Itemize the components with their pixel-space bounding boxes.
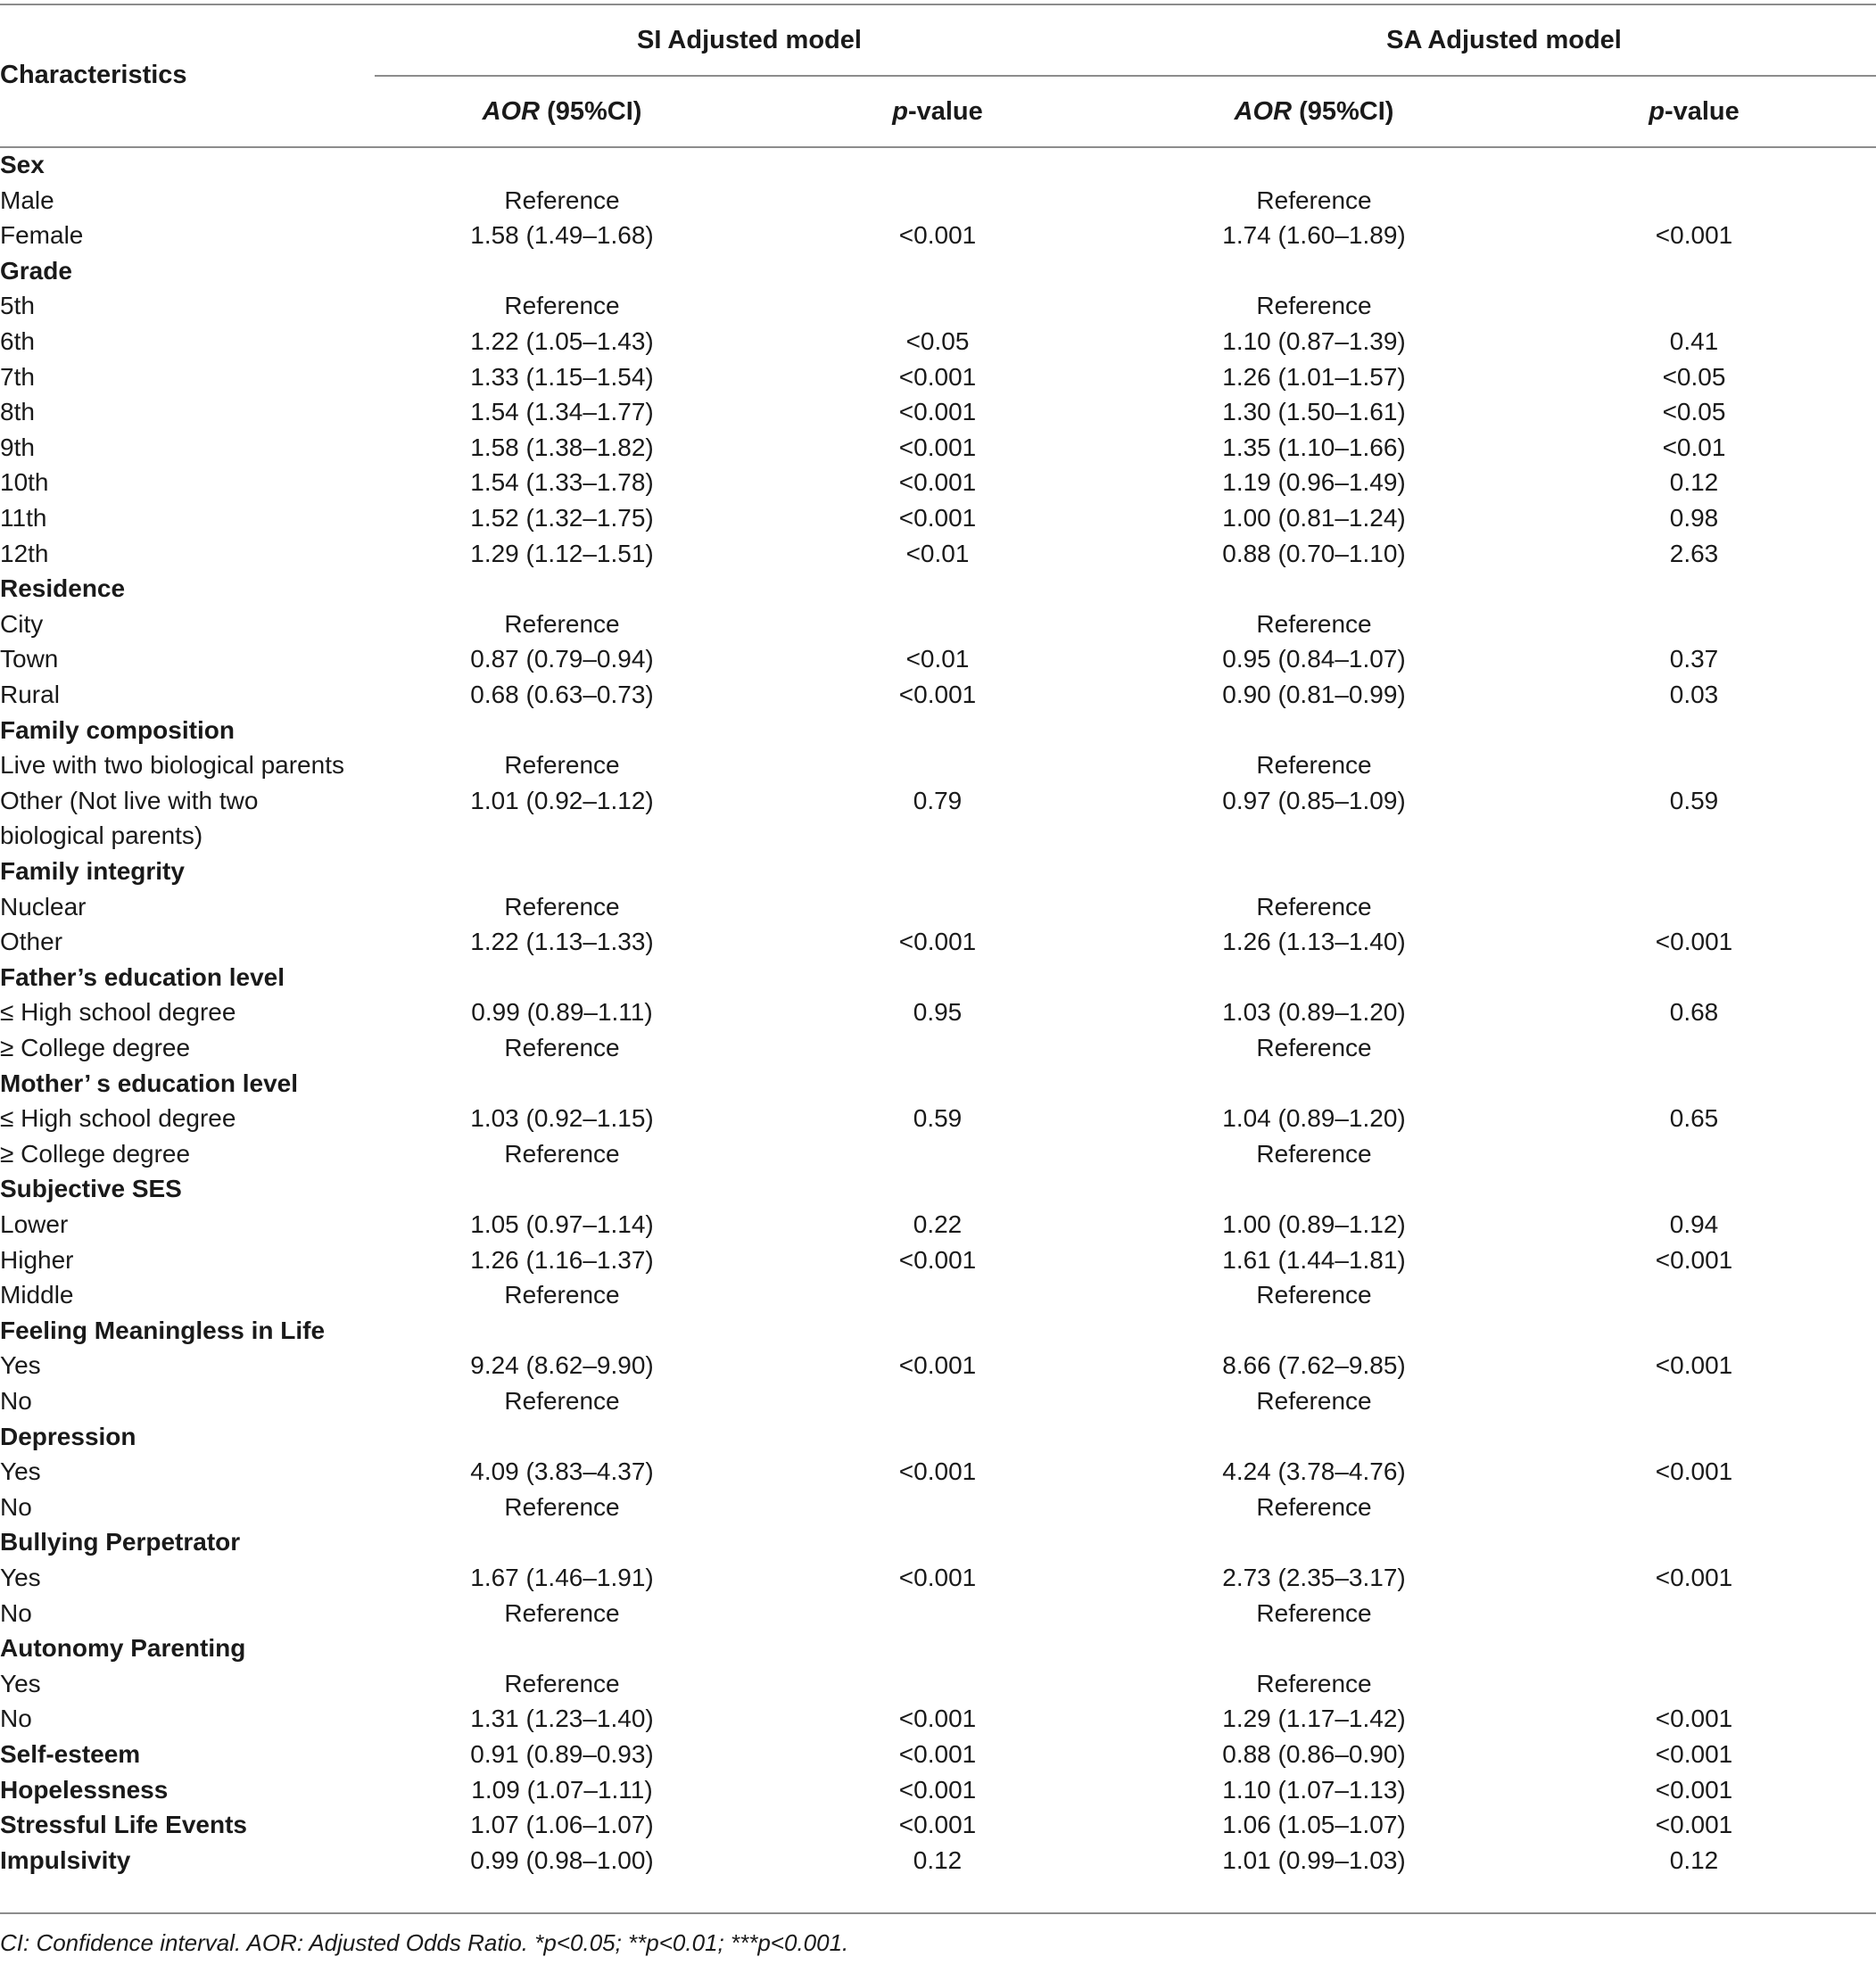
si-pvalue-cell: 0.22 — [913, 1210, 963, 1238]
sa-aor-cell: Reference — [1256, 1598, 1372, 1627]
sa-pvalue-cell: <0.001 — [1655, 221, 1733, 250]
si-aor-cell: 0.91 (0.89–0.93) — [470, 1740, 654, 1768]
row-label: Hopelessness — [0, 1775, 169, 1804]
sa-pvalue-cell: 0.41 — [1669, 327, 1719, 355]
row-label: No — [0, 1705, 32, 1733]
sa-aor-cell: Reference — [1256, 892, 1372, 921]
si-pvalue-cell: <0.001 — [898, 1740, 977, 1768]
row-label: Female — [0, 221, 84, 250]
row-label: Rural — [0, 681, 60, 708]
sa-pvalue-cell: <0.001 — [1655, 1351, 1733, 1380]
si-aor-cell: 1.54 (1.34–1.77) — [470, 398, 654, 426]
si-aor-cell: 1.03 (0.92–1.15) — [470, 1104, 654, 1133]
si-aor-cell: 1.22 (1.13–1.33) — [470, 928, 654, 956]
si-pvalue-cell: <0.001 — [898, 1705, 977, 1733]
si-aor-cell: Reference — [504, 1669, 620, 1697]
row-label: Self-esteem — [0, 1740, 141, 1768]
group-heading: Mother’ s education level — [0, 1069, 299, 1097]
row-label: ≥ College degree — [0, 1034, 191, 1061]
si-aor-cell: 1.58 (1.38–1.82) — [470, 433, 654, 461]
row-label: 12th — [0, 539, 49, 567]
si-pvalue-cell: <0.001 — [898, 1351, 977, 1380]
sa-aor-cell: 0.88 (0.86–0.90) — [1222, 1740, 1406, 1768]
aor-ci-label: (95%CI) — [1292, 97, 1394, 126]
row-label: Nuclear — [0, 892, 87, 921]
si-aor-cell: Reference — [504, 751, 620, 780]
sa-aor-cell: 1.06 (1.05–1.07) — [1222, 1811, 1406, 1839]
sa-pvalue-cell: 0.03 — [1669, 681, 1719, 708]
si-pvalue-cell: 0.59 — [913, 1104, 963, 1133]
si-aor-cell: Reference — [504, 1139, 620, 1168]
sa-aor-cell: Reference — [1256, 1492, 1372, 1521]
row-label: Middle — [0, 1281, 74, 1309]
sa-pvalue-cell: 0.94 — [1669, 1210, 1719, 1238]
row-label: Other — [0, 928, 63, 956]
sa-pvalue-cell: <0.05 — [1662, 362, 1726, 391]
sa-aor-cell: 1.01 (0.99–1.03) — [1222, 1845, 1406, 1874]
si-pvalue-cell: 0.95 — [913, 998, 963, 1027]
p-letter: p — [1649, 97, 1665, 126]
header-si-model: SI Adjusted model — [637, 26, 862, 54]
sa-aor-cell: 0.88 (0.70–1.10) — [1222, 539, 1406, 567]
row-label: Live with two biological parents — [0, 751, 344, 780]
si-aor-cell: 1.07 (1.06–1.07) — [470, 1811, 654, 1839]
bottom-rule — [0, 1912, 1876, 1914]
si-aor-cell: Reference — [504, 1387, 620, 1415]
row-label: Yes — [0, 1564, 41, 1591]
sa-aor-cell: 8.66 (7.62–9.85) — [1222, 1351, 1406, 1380]
sa-pvalue-cell: 0.12 — [1669, 468, 1719, 497]
row-label: ≤ High school degree — [0, 998, 236, 1027]
row-label: 5th — [0, 292, 35, 320]
si-aor-cell: Reference — [504, 1281, 620, 1309]
header-sa-model: SA Adjusted model — [1386, 26, 1622, 54]
header-bottom-rule — [0, 146, 1876, 148]
si-aor-cell: Reference — [504, 609, 620, 638]
sa-aor-cell: 1.35 (1.10–1.66) — [1222, 433, 1406, 461]
row-label: Yes — [0, 1457, 41, 1486]
sa-pvalue-cell: 0.68 — [1669, 998, 1719, 1027]
top-rule — [0, 4, 1876, 5]
aor-abbrev: AOR — [1234, 97, 1293, 126]
row-label: No — [0, 1387, 32, 1415]
sa-aor-cell: 1.29 (1.17–1.42) — [1222, 1705, 1406, 1733]
si-pvalue-cell: <0.001 — [898, 433, 977, 461]
sa-pvalue-cell: <0.001 — [1655, 1705, 1733, 1733]
si-pvalue-cell: <0.001 — [898, 362, 977, 391]
header-si-pvalue — [892, 94, 983, 129]
sa-aor-cell: Reference — [1256, 1139, 1372, 1168]
row-label: ≤ High school degree — [0, 1104, 236, 1133]
si-pvalue-cell: <0.05 — [905, 327, 970, 355]
sa-aor-cell: 1.00 (0.89–1.12) — [1222, 1210, 1406, 1238]
row-label: Higher — [0, 1245, 74, 1274]
si-aor-cell: 0.99 (0.98–1.00) — [470, 1845, 654, 1874]
si-pvalue-cell: <0.01 — [905, 539, 970, 567]
row-label: 9th — [0, 433, 35, 461]
row-label: 10th — [0, 468, 49, 497]
sa-aor-cell: 1.10 (1.07–1.13) — [1222, 1775, 1406, 1804]
sa-aor-cell: 1.04 (0.89–1.20) — [1222, 1104, 1406, 1133]
aor-abbrev: AOR — [482, 97, 541, 126]
si-pvalue-cell: 0.12 — [913, 1845, 963, 1874]
sa-pvalue-cell: <0.001 — [1655, 1811, 1733, 1839]
sa-aor-cell: 0.90 (0.81–0.99) — [1222, 681, 1406, 708]
si-aor-cell: Reference — [504, 186, 620, 214]
row-label: biological parents) — [0, 822, 203, 850]
sa-aor-cell: 1.26 (1.13–1.40) — [1222, 928, 1406, 956]
row-label: No — [0, 1492, 32, 1521]
sa-pvalue-cell: 0.59 — [1669, 786, 1719, 814]
si-aor-cell: Reference — [504, 1034, 620, 1061]
si-aor-cell: Reference — [504, 892, 620, 921]
group-heading: Residence — [0, 574, 126, 603]
header-characteristics: Characteristics — [0, 61, 187, 89]
sa-aor-cell: 1.26 (1.01–1.57) — [1222, 362, 1406, 391]
sa-pvalue-cell: <0.05 — [1662, 398, 1726, 426]
si-pvalue-cell: <0.001 — [898, 1564, 977, 1591]
si-pvalue-cell: <0.001 — [898, 468, 977, 497]
group-heading: Autonomy Parenting — [0, 1634, 246, 1663]
group-heading: Father’s education level — [0, 962, 285, 991]
row-label: 11th — [0, 504, 47, 532]
si-pvalue-cell: <0.001 — [898, 1245, 977, 1274]
row-label: Yes — [0, 1351, 41, 1380]
si-aor-cell: Reference — [504, 1598, 620, 1627]
row-label: Lower — [0, 1210, 69, 1238]
si-aor-cell: 1.01 (0.92–1.12) — [470, 786, 654, 814]
p-letter: p — [892, 97, 908, 126]
sa-aor-cell: 4.24 (3.78–4.76) — [1222, 1457, 1406, 1486]
group-heading: Depression — [0, 1422, 136, 1450]
sa-aor-cell: 1.03 (0.89–1.20) — [1222, 998, 1406, 1027]
si-aor-cell: 0.99 (0.89–1.11) — [471, 998, 653, 1027]
sa-pvalue-cell: 0.12 — [1669, 1845, 1719, 1874]
si-pvalue-cell: <0.001 — [898, 1811, 977, 1839]
si-aor-cell: 1.31 (1.23–1.40) — [470, 1705, 654, 1733]
group-heading: Subjective SES — [0, 1175, 182, 1203]
sa-aor-cell: 1.30 (1.50–1.61) — [1222, 398, 1406, 426]
sa-pvalue-cell: 0.98 — [1669, 504, 1719, 532]
si-pvalue-cell: 0.79 — [913, 786, 963, 814]
header-sa-aor — [1235, 94, 1394, 129]
group-heading: Bullying Perpetrator — [0, 1528, 241, 1556]
sa-aor-cell: Reference — [1256, 1669, 1372, 1697]
sa-aor-cell: 2.73 (2.35–3.17) — [1222, 1564, 1406, 1591]
sa-pvalue-cell: <0.01 — [1662, 433, 1726, 461]
sa-pvalue-cell: <0.001 — [1655, 1775, 1733, 1804]
si-pvalue-cell: <0.001 — [898, 504, 977, 532]
si-pvalue-cell: <0.001 — [898, 221, 977, 250]
row-label: 6th — [0, 327, 35, 355]
si-pvalue-cell: <0.001 — [898, 1457, 977, 1486]
si-aor-cell: Reference — [504, 1492, 620, 1521]
sa-pvalue-cell: <0.001 — [1655, 1564, 1733, 1591]
si-aor-cell: 1.09 (1.07–1.11) — [471, 1775, 653, 1804]
si-aor-cell: 1.54 (1.33–1.78) — [470, 468, 654, 497]
row-label: Other (Not live with two — [0, 786, 259, 814]
p-value-suffix: -value — [1664, 97, 1740, 126]
row-label: Yes — [0, 1669, 41, 1697]
group-heading: Family composition — [0, 715, 235, 744]
row-label: Impulsivity — [0, 1845, 131, 1874]
si-pvalue-cell: <0.001 — [898, 398, 977, 426]
sa-aor-cell: 0.95 (0.84–1.07) — [1222, 645, 1406, 673]
row-label: No — [0, 1598, 32, 1627]
group-heading: Family integrity — [0, 857, 185, 885]
sa-pvalue-cell: 2.63 — [1669, 539, 1719, 567]
sa-pvalue-cell: <0.001 — [1655, 1457, 1733, 1486]
sa-aor-cell: 1.00 (0.81–1.24) — [1222, 504, 1406, 532]
table-footnote: CI: Confidence interval. AOR: Adjusted Odds Ratio. *p<0.05; **p<0.01; ***p<0.001. — [0, 1929, 849, 1956]
si-aor-cell: 1.67 (1.46–1.91) — [470, 1564, 654, 1591]
si-aor-cell: 1.52 (1.32–1.75) — [470, 504, 654, 532]
row-label: 7th — [0, 362, 35, 391]
row-label: 8th — [0, 398, 35, 426]
si-pvalue-cell: <0.001 — [898, 928, 977, 956]
si-aor-cell: 4.09 (3.83–4.37) — [470, 1457, 654, 1486]
sa-aor-cell: 1.19 (0.96–1.49) — [1222, 468, 1406, 497]
si-aor-cell: 1.26 (1.16–1.37) — [470, 1245, 654, 1274]
sa-aor-cell: Reference — [1256, 609, 1372, 638]
sa-aor-cell: Reference — [1256, 186, 1372, 214]
si-aor-cell: 0.87 (0.79–0.94) — [470, 645, 654, 673]
si-pvalue-cell: <0.001 — [898, 1775, 977, 1804]
sa-pvalue-cell: <0.001 — [1655, 928, 1733, 956]
header-sub-rule — [375, 75, 1876, 77]
si-aor-cell: Reference — [504, 292, 620, 320]
group-heading: Feeling Meaningless in Life — [0, 1316, 326, 1344]
sa-aor-cell: Reference — [1256, 1387, 1372, 1415]
si-aor-cell: 1.22 (1.05–1.43) — [470, 327, 654, 355]
header-sa-pvalue — [1649, 94, 1740, 129]
sa-aor-cell: Reference — [1256, 1281, 1372, 1309]
sa-pvalue-cell: <0.001 — [1655, 1245, 1733, 1274]
row-label: Male — [0, 186, 54, 214]
sa-pvalue-cell: <0.001 — [1655, 1740, 1733, 1768]
si-aor-cell: 1.05 (0.97–1.14) — [470, 1210, 654, 1238]
row-label: Town — [0, 645, 59, 673]
si-pvalue-cell: <0.01 — [905, 645, 970, 673]
sa-aor-cell: Reference — [1256, 292, 1372, 320]
group-heading: Grade — [0, 256, 72, 285]
header-si-aor — [483, 94, 642, 129]
sa-aor-cell: 1.74 (1.60–1.89) — [1222, 221, 1406, 250]
si-aor-cell: 1.58 (1.49–1.68) — [470, 221, 654, 250]
row-label: Stressful Life Events — [0, 1811, 247, 1839]
sa-aor-cell: 0.97 (0.85–1.09) — [1222, 786, 1406, 814]
group-heading: Sex — [0, 151, 45, 178]
sa-aor-cell: 1.10 (0.87–1.39) — [1222, 327, 1406, 355]
row-label: City — [0, 609, 44, 638]
si-aor-cell: 1.33 (1.15–1.54) — [470, 362, 654, 391]
row-label: ≥ College degree — [0, 1139, 191, 1168]
si-aor-cell: 1.29 (1.12–1.51) — [470, 539, 654, 567]
sa-pvalue-cell: 0.37 — [1669, 645, 1719, 673]
sa-aor-cell: 1.61 (1.44–1.81) — [1222, 1245, 1406, 1274]
sa-pvalue-cell: 0.65 — [1669, 1104, 1719, 1133]
si-aor-cell: 9.24 (8.62–9.90) — [470, 1351, 654, 1380]
sa-aor-cell: Reference — [1256, 751, 1372, 780]
aor-ci-label: (95%CI) — [540, 97, 642, 126]
si-aor-cell: 0.68 (0.63–0.73) — [470, 681, 654, 708]
sa-aor-cell: Reference — [1256, 1034, 1372, 1061]
p-value-suffix: -value — [907, 97, 983, 126]
si-pvalue-cell: <0.001 — [898, 681, 977, 708]
